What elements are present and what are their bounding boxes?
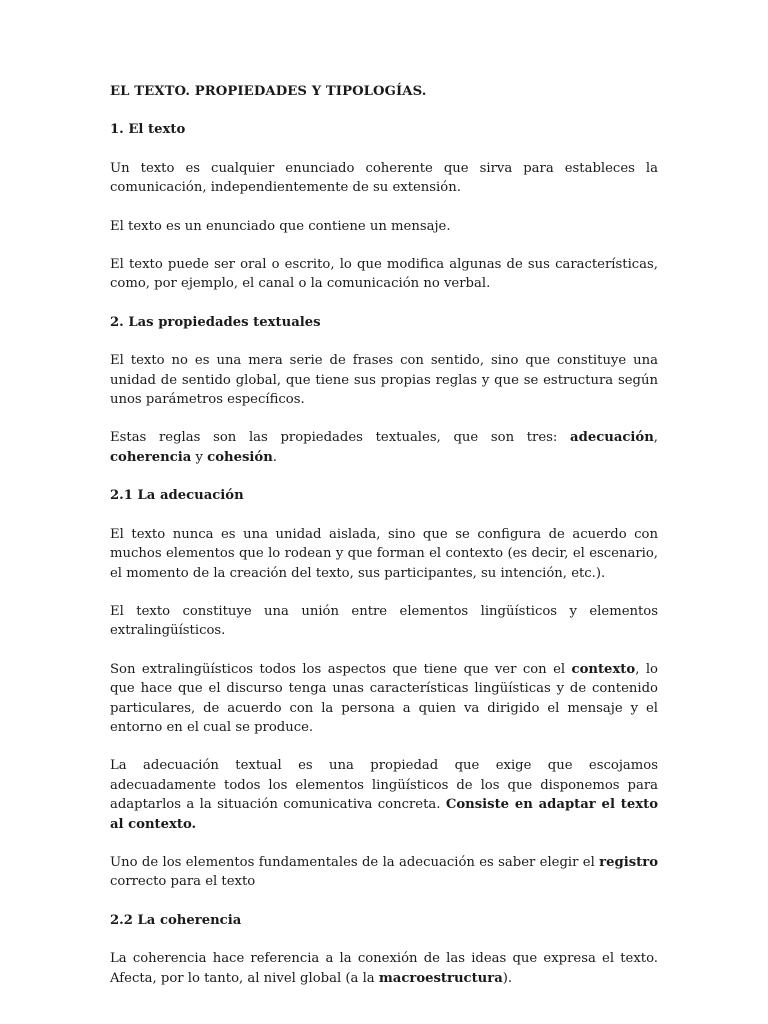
text-run: y <box>191 449 208 465</box>
bold-term-macroestructura: macroestructura <box>378 970 503 986</box>
paragraph: El texto constituye una unión entre elementos lingüísticos y elementos extralingüísticos. <box>110 603 658 639</box>
bold-term-adecuacion: adecuación <box>570 430 654 446</box>
section-heading-coherencia: 2.2 La coherencia <box>110 912 242 928</box>
paragraph: El texto no es una mera serie de frases con sentido, sino que constituye una unidad de sentido global, que tiene sus propias reglas y que se estructura según unos parámetros específicos. <box>110 353 658 408</box>
paragraph: El texto es un enunciado que contiene un mensaje. <box>110 218 451 234</box>
text-run: La adecuación textual es una propiedad que exige que escojamos adecuadamente todos los elementos lingüísticos de los que disponemos para adaptarlos a la situación comunicativa concreta. <box>110 758 658 813</box>
bold-term-coherencia: coherencia <box>110 449 192 465</box>
bold-term-contexto: contexto <box>571 661 636 677</box>
section-heading-adecuacion: 2.1 La adecuación <box>110 488 244 504</box>
text-run: . <box>272 449 277 465</box>
paragraph-registro <box>110 853 658 892</box>
document-title: EL TEXTO. PROPIEDADES Y TIPOLOGÍAS. <box>110 84 427 99</box>
paragraph-contexto <box>110 660 658 738</box>
paragraph: Un texto es cualquier enunciado coherente que sirva para estableces la comunicación, independientemente de su extensión. <box>110 160 658 196</box>
text-run: ). <box>502 970 513 986</box>
paragraph-coherencia <box>110 949 658 988</box>
text-run: , <box>653 430 658 446</box>
text-run: Uno de los elementos fundamentales de la adecuación es saber elegir el <box>110 854 600 870</box>
paragraph: El texto nunca es una unidad aislada, sino que se configura de acuerdo con muchos elementos que lo rodean y que forman el contexto (es decir, el escenario, el momento de la creación del texto, sus participantes, su intención, etc.). <box>110 526 658 581</box>
document-page <box>110 82 658 1007</box>
text-run: correcto para el texto <box>110 874 256 890</box>
paragraph: El texto puede ser oral o escrito, lo que modifica algunas de sus características, como, por ejemplo, el canal o la comunicación no verbal. <box>110 257 658 292</box>
paragraph-propiedades-list <box>110 428 658 467</box>
section-heading-propiedades: 2. Las propiedades textuales <box>110 314 321 330</box>
paragraph-adecuacion-textual <box>110 756 658 834</box>
text-run: , lo que hace que el discurso tenga unas características lingüísticas y de contenido particulares, de acuerdo con la persona a quien va dirigido el mensaje y el entorno en el cual se produce. <box>110 661 658 735</box>
bold-term-registro: registro <box>599 854 658 870</box>
section-heading-el-texto: 1. El texto <box>110 122 186 138</box>
text-run: Estas reglas son las propiedades textuales, que son tres: <box>110 430 571 446</box>
text-run: La coherencia hace referencia a la conexión de las ideas que expresa el texto. Afecta, por lo tanto, al nivel global (a la <box>110 951 658 986</box>
text-run: Son extralingüísticos todos los aspectos que tiene que ver con el <box>110 661 572 677</box>
bold-sentence: Consiste en adaptar el texto al contexto. <box>110 797 658 832</box>
bold-term-cohesion: cohesión <box>207 449 273 465</box>
